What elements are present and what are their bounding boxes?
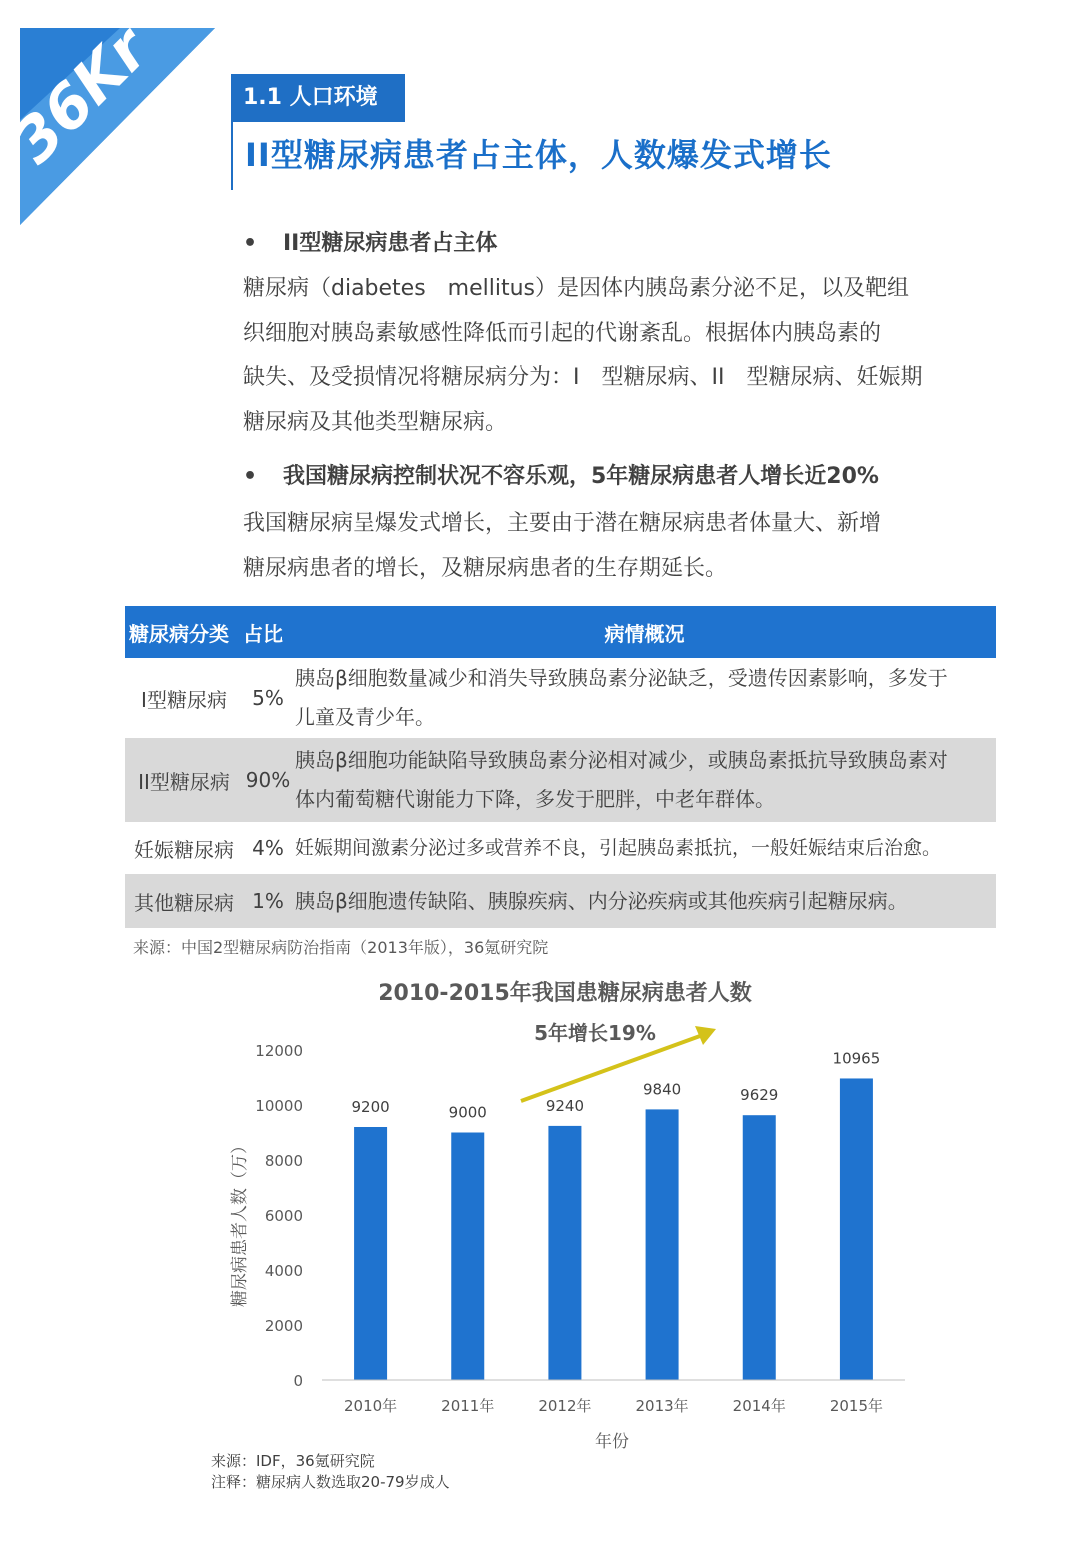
bar xyxy=(451,1133,484,1381)
cell-share: 5% xyxy=(243,658,293,738)
x-tick-label: 2014年 xyxy=(732,1397,786,1415)
paragraph-line: 糖尿病及其他类型糖尿病。 xyxy=(243,409,508,435)
cell-category: II型糖尿病 xyxy=(125,738,243,822)
paragraph-line: 织细胞对胰岛素敏感性降低而引起的代谢紊乱。根据体内胰岛素的 xyxy=(243,320,882,346)
x-axis-label: 年份 xyxy=(595,1432,629,1452)
growth-annotation: 5年增长19% xyxy=(534,1021,656,1045)
cell-share: 4% xyxy=(243,822,293,874)
y-axis-ticks xyxy=(255,1042,303,1390)
bar xyxy=(840,1078,873,1380)
paragraph-line: 糖尿病（diabetes mellitus）是因体内胰岛素分泌不足，以及靶组 xyxy=(243,276,910,301)
bar-value-label: 9840 xyxy=(642,1080,682,1099)
bar-value-label: 9200 xyxy=(351,1098,390,1116)
data-labels xyxy=(351,1049,880,1121)
cell-category: I型糖尿病 xyxy=(125,658,243,738)
paragraph-line: 我国糖尿病呈爆发式增长，主要由于潜在糖尿病患者体量大、新增 xyxy=(243,511,882,536)
description-line: 胰岛β细胞数量减少和消失导致胰岛素分泌缺乏，受遗传因素影响，多发于 xyxy=(295,666,948,690)
bar-value-label: 10965 xyxy=(832,1049,881,1068)
x-tick-label: 2010年 xyxy=(343,1397,398,1415)
description-line: 体内葡萄糖代谢能力下降，多发于肥胖，中老年群体。 xyxy=(295,787,775,811)
bar-value-label: 9240 xyxy=(545,1096,585,1115)
bar xyxy=(646,1109,679,1380)
bar xyxy=(548,1126,581,1380)
table-header-description: 病情概况 xyxy=(293,606,996,658)
page-title: II型糖尿病患者占主体，人数爆发式增长 xyxy=(245,136,832,174)
y-axis-label: 糖尿病患者人数（万） xyxy=(230,1137,250,1307)
cell-category: 妊娠糖尿病 xyxy=(125,822,243,874)
y-tick-label: 6000 xyxy=(264,1207,303,1225)
x-tick-label: 2011年 xyxy=(441,1397,495,1415)
bar xyxy=(743,1115,776,1380)
x-tick-label: 2015年 xyxy=(829,1397,884,1415)
cell-share: 90% xyxy=(243,738,293,822)
x-axis-ticks xyxy=(344,1397,883,1415)
table-header-category: 糖尿病分类 xyxy=(125,606,243,658)
description-line: 胰岛β细胞功能缺陷导致胰岛素分泌相对减少，或胰岛素抵抗导致胰岛素对 xyxy=(295,748,948,772)
table-source-note: 来源：中国2型糖尿病防治指南（2013年版），36氪研究院 xyxy=(133,938,549,957)
y-tick-label: 12000 xyxy=(255,1042,303,1060)
y-tick-label: 2000 xyxy=(264,1317,303,1335)
bullet-heading-text: 我国糖尿病控制状况不容乐观，5年糖尿病患者人增长近20% xyxy=(283,464,879,489)
bars xyxy=(354,1078,873,1380)
paragraph-line: 糖尿病患者的增长，及糖尿病患者的生存期延长。 xyxy=(243,555,728,581)
cell-category: 其他糖尿病 xyxy=(125,874,243,928)
paragraph-line: 缺失、及受损情况将糖尿病分为：I 型糖尿病、II 型糖尿病、妊娠期 xyxy=(243,365,923,390)
table-header-share: 占比 xyxy=(243,606,293,658)
y-tick-label: 10000 xyxy=(255,1097,303,1115)
y-tick-label: 8000 xyxy=(264,1152,303,1170)
bar-value-label: 9629 xyxy=(740,1086,779,1105)
section-label: 1.1 人口环境 xyxy=(231,74,405,122)
bullet-dot: • xyxy=(243,231,258,256)
bullet-heading-text: II型糖尿病患者占主体 xyxy=(283,231,498,256)
description-line: 妊娠期间激素分泌过多或营养不良，引起胰岛素抵抗，一般妊娠结束后治愈。 xyxy=(295,836,942,859)
description-line: 儿童及青少年。 xyxy=(295,705,435,729)
bar xyxy=(354,1127,387,1380)
x-tick-label: 2013年 xyxy=(635,1397,689,1415)
y-tick-label: 0 xyxy=(293,1372,303,1390)
bar-value-label: 9000 xyxy=(448,1103,487,1122)
cell-share: 1% xyxy=(243,874,293,928)
chart-footnotes xyxy=(211,1451,450,1493)
description-line: 胰岛β细胞遗传缺陷、胰腺疾病、内分泌疾病或其他疾病引起糖尿病。 xyxy=(295,888,908,913)
chart-title: 2010-2015年我国患糖尿病患者人数 xyxy=(378,981,752,1006)
chart-source: 来源：IDF，36氪研究院 xyxy=(211,1452,375,1470)
y-tick-label: 4000 xyxy=(264,1262,303,1280)
bullet-dot: • xyxy=(243,464,258,489)
logo-text: 36Kr xyxy=(0,14,163,178)
x-tick-label: 2012年 xyxy=(538,1397,592,1415)
chart-note: 注释：糖尿病人数选取20-79岁成人 xyxy=(211,1473,450,1491)
